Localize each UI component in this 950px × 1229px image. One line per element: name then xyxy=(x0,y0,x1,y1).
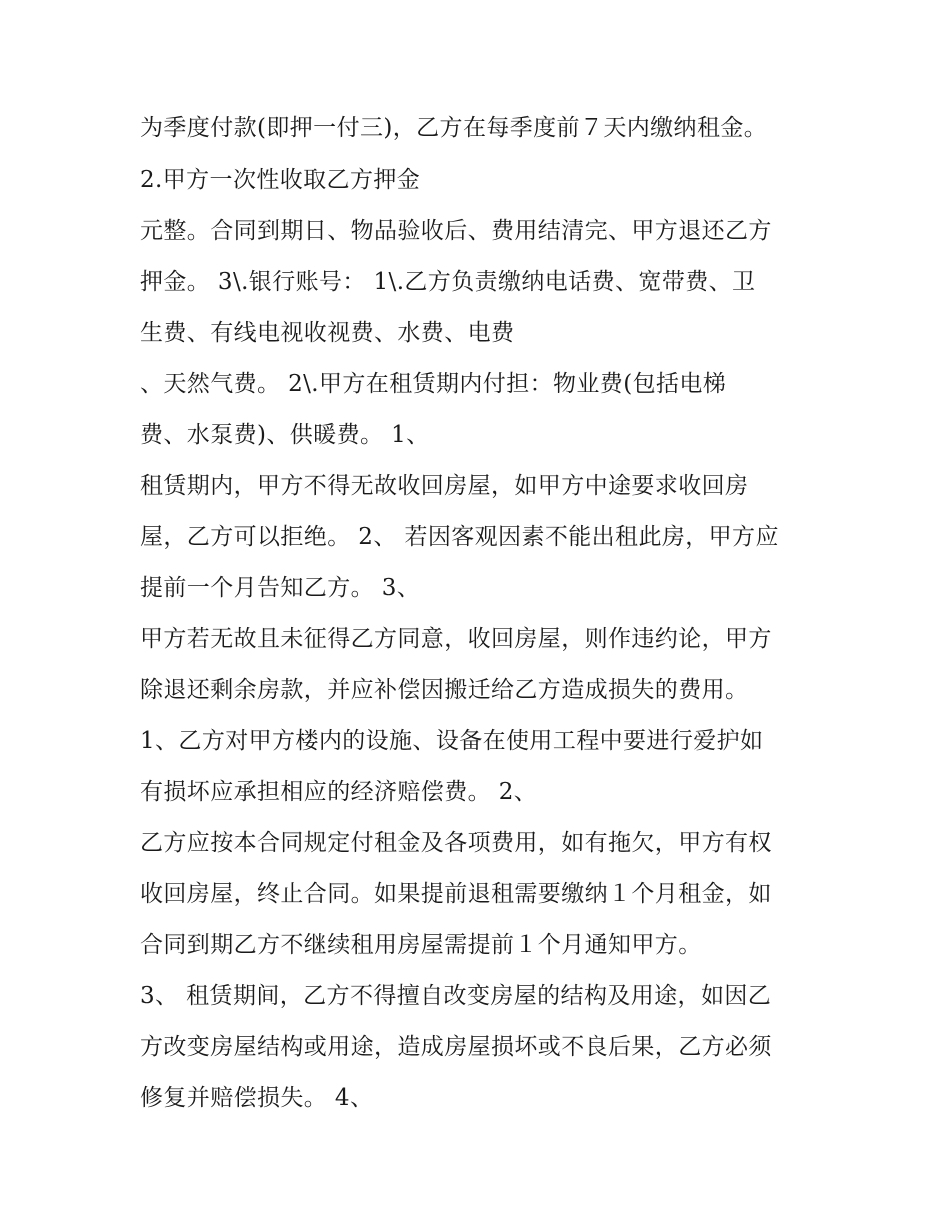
text-line: 1、乙方对甲方楼内的设施、设备在使用工程中要进行爱护如 xyxy=(140,728,764,754)
text-line: 元整。合同到期日、物品验收后、费用结清完、甲方退还乙方 xyxy=(140,218,772,244)
text-line: 有损坏应承担相应的经济赔偿费。 2、 xyxy=(140,779,538,805)
text-line: 费、水泵费)、供暖费。 1、 xyxy=(140,422,430,448)
text-line: 3、 租赁期间，乙方不得擅自改变房屋的结构及用途，如因乙 xyxy=(140,983,772,1009)
text-line: 合同到期乙方不继续租用房屋需提前１个月通知甲方。 xyxy=(140,932,702,958)
text-line: 屋，乙方可以拒绝。 2、 若因客观因素不能出租此房，甲方应 xyxy=(140,524,779,550)
text-line: 收回房屋，终止合同。如果提前退租需要缴纳１个月租金，如 xyxy=(140,881,772,907)
text-line: 乙方应按本合同规定付租金及各项费用，如有拖欠，甲方有权 xyxy=(140,830,772,856)
text-line: 生费、有线电视收视费、水费、电费 xyxy=(140,320,515,346)
text-line: 、天然气费。 2\.甲方在租赁期内付担：物业费(包括电梯 xyxy=(140,371,727,397)
text-line: 修复并赔偿损失。 4、 xyxy=(140,1085,374,1111)
text-line: 除退还剩余房款，并应补偿因搬迁给乙方造成损失的费用。 xyxy=(140,677,749,703)
text-line: 租赁期内，甲方不得无故收回房屋，如甲方中途要求收回房 xyxy=(140,473,749,499)
text-line: 提前一个月告知乙方。 3、 xyxy=(140,575,421,601)
text-line: 2.甲方一次性收取乙方押金 xyxy=(140,167,421,193)
text-line: 甲方若无故且未征得乙方同意，收回房屋，则作违约论，甲方 xyxy=(140,626,772,652)
text-line: 押金。 3\.银行账号： 1\.乙方负责缴纳电话费、宽带费、卫 xyxy=(140,269,756,295)
text-line: 为季度付款(即押一付三)，乙方在每季度前７天内缴纳租金。 xyxy=(140,115,768,141)
text-line: 方改变房屋结构或用途，造成房屋损坏或不良后果，乙方必须 xyxy=(140,1034,772,1060)
